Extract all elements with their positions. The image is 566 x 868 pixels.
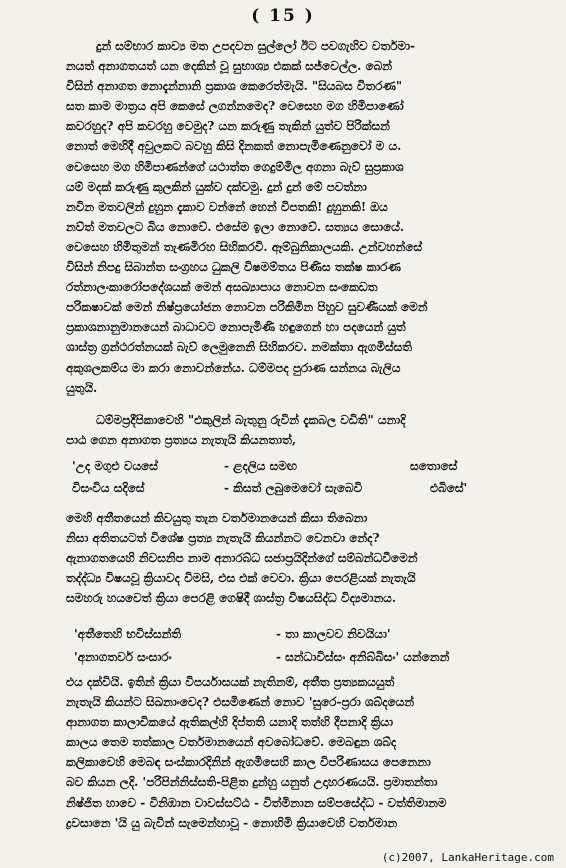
text-line: ද්‍රවසානෙ 'යි යු බැවින් සැමෙන්හාවූ - නොහිමි ක්‍රියාවෙහි වර්තමාන (66, 815, 398, 830)
paragraph-1 (66, 36, 536, 398)
verse-line-1-middle: - ළදලිය සමඟ (224, 459, 297, 473)
paragraph-2 (66, 410, 536, 450)
text-line: නයත් අනාගතයත් යන දෙකින් වූ සුභාශ්‍ය එකක් සජ්වෙල්ල. බෙන් (66, 59, 393, 74)
text-line: ආනාගත කාලාචිකයේ ඇතිකල්හි දිප්තති යනාදි තත්හි දීපනාදි ක්‍රියා (66, 715, 394, 730)
text-line: දුන් සම්භාර කාව්‍ය මත උපදවන සුල්ලෝ ඊට පවගැහිව වර්තමා- (96, 39, 416, 53)
text-line: එය දක්වියි. ඉතින් ක්‍රියා විපර්යාසයක් නැතිනම්, අතීත ප්‍රත්‍යකයයුත් (66, 675, 395, 689)
text-line: කවරහුද? අපි කවරහු වෙමුද? යන කරුණු තැකින් යුත්ව පිරික්සන් (66, 119, 390, 134)
text-line: විසින් අනාගත නොදැන්නානි ප්‍රකාශ කෙරෙත්මැයි. "සියබස විතරණ" (66, 79, 403, 94)
verse-line-1-right: සතොසේ (410, 459, 458, 473)
text-line: බව කියන ලදි. 'පරිපින්නිස්සති-පිළිත දුන්හු යනුත් උදාහරණයයි. ප්‍රමාතන්තා (66, 775, 438, 790)
text-line: රත්නාලංකාරෝපදේශයක් මෙන් අසඛ්‍යාපාය නොවන සංකෙඩත (66, 280, 378, 295)
quote-line-1-left: 'අතීතෙහි භවිස්සන්ති (74, 627, 182, 641)
text-line: තද්ද්ධ්‍ය විෂයවූ ක්‍රියාවද විමසි, එස එක් වෙවා. ක්‍රියා පෙරළියක් නැතැයි (66, 571, 416, 586)
copyright-watermark: (c)2007, LankaHeritage.com (381, 851, 554, 864)
text-line: වෙසෙහ හිමිතුමන් තැණමිරහ සිහිකරවි. ඈම්බුනිකාලයකි. උන්වහන්සේ (66, 239, 423, 254)
verse-line-2-middle: - කිසත් ලබුමෙවෝ සැබෙවි (224, 481, 363, 495)
text-line: ශාස්ත්‍ර ග්‍රන්ථරත්නයක් බැව් ලෙමුනෙනි සිහිකරව. නමක්තා ඇගමිස්සති (66, 340, 412, 355)
quote-line-2-right: - සන්ධාවිස්සං අනිබ්බිසං' යන්නෙන් (276, 650, 450, 664)
text-line: කලිකාවෙහි මෙබඳ සංස්කාරදිනින් ඇගමිසෙහි කාල විපරිණාසය පෙනෙනා (66, 755, 431, 770)
text-line: යුතුයි. (66, 380, 98, 395)
text-line: නොත් මෙහිදී අවුලකට බවහු කිසි දිනකත් නොපැමිණෙනුවෝ ම ය. (66, 139, 402, 154)
paragraph-text (66, 410, 536, 450)
text-line: ධම්මප්‍රදීපිකාවෙහි "එකුලින් බැතුනු රුවින් දැකබල වඩිති" යනාදි (96, 413, 406, 427)
quote-line-1-right: - තා කාලවව නිවයියා' (276, 627, 391, 641)
text-line: පරිකෂාවක් මෙන් නිෂ්ප්‍රයෝජන නොවන පරිකිමින පිහුව සුවණීයක් මෙන් (66, 300, 428, 315)
paragraph-text (66, 36, 536, 398)
text-line: මෙහි අතීතයෙන් කිවයුතු තැන වර්තමානයෙන් කිසා තිබෙනා (66, 511, 368, 525)
text-line: නැතැයි කියන්ට සිඛනාංවෙද? එසමිණෙන් නොව 'සුරෙ-ප්‍රරා ශබ්දයෙන් (66, 695, 415, 710)
paragraph-3 (66, 508, 536, 608)
paragraph-text (66, 672, 536, 833)
text-line: ප්‍රකාශනානුමානයෙන් බාධාවට නොපැමිණි හඳුගෙන් හා පදයෙන් යුත් (66, 320, 406, 335)
text-line: විසින් නිපදු සිබාන්ත සංග්‍රහය ධුකලි විෂමම්තය පිණිස තක්ෂ කාරණ (66, 260, 402, 275)
paragraph-4 (66, 672, 536, 833)
quote-line-2-left: 'අනාගතවර් සංසාරං (74, 650, 172, 664)
text-line: නිෂ්ජිත හාවෙ - විනිඹාන වාවස්සට්ඨ - විත්මිනාන සම්පසේද්ධ - වත්තිමානම (66, 795, 447, 810)
text-line: සත කාම මාත්‍රය අපි කෙසේ ලගන්නමෙද? වෙසෙහ මග හිමිපාණෝ (66, 99, 404, 114)
page-number: ( 15 ) (251, 6, 315, 26)
text-line: සමහරු හයවෙත් ක්‍රියා පෙරළි ගෙෂිදී ශාස්ත්‍ර විෂයසිද්ධ විද්‍යමානය. (66, 591, 396, 606)
verse-line-1-left: 'උද මගුළු වයසේ (72, 459, 158, 473)
text-line: නිසා අතිතයටත් විශේෂ ප්‍රත්‍ය නැතැයි කියන්නට වෙනවා නේද? (66, 531, 380, 546)
text-line: කාලය තෙම තත්කාල වර්තමානයෙන් අවබෝධවේ. මෙබඳුන ශබ්ද (66, 735, 397, 750)
paragraph-text (66, 508, 536, 608)
verse-line-2-right: එබිසේ' (430, 481, 468, 495)
text-line: ඇනාගතයෙහි නිවසනිප නාම අනාරබ්ධ සජාප්‍රයිදින්ගේ සම්බන්ධවීමෙන් (66, 551, 418, 566)
text-line: නව්ත් මතවලට බිය නොවේ. එසේම ඉලා නොවේ. සත්‍යය සොයේ. (66, 219, 405, 234)
text-line: පාඨ ගෙන අනාගත ප්‍රත්‍යය නැතැයි කියනතාත්, (66, 433, 296, 448)
text-line: යම් මදක් කරුණු කුලකින් යුක්ව දක්වමු. දුන් දුන් මේ පවත්නා (66, 179, 367, 194)
verse-line-2-left: විසංවිය සදිසේ (72, 481, 145, 495)
text-line: නවින මතවලින් දුහුන දැකාව වන්නේ හෙන් විපතකි! දුහුනකි! ඔය (66, 199, 388, 214)
text-line: වෙසෙහ මග හිමිපාණන්ගේ යථාත්ත ගෙදුම්මිල අගනා බැව් සුප්‍රකාශ (66, 159, 404, 174)
text-line: අකුශලකම්ය මා කරා නොවන්නේය. ධම්මපද පුරාණ සන්නය බැලිය (66, 360, 401, 375)
